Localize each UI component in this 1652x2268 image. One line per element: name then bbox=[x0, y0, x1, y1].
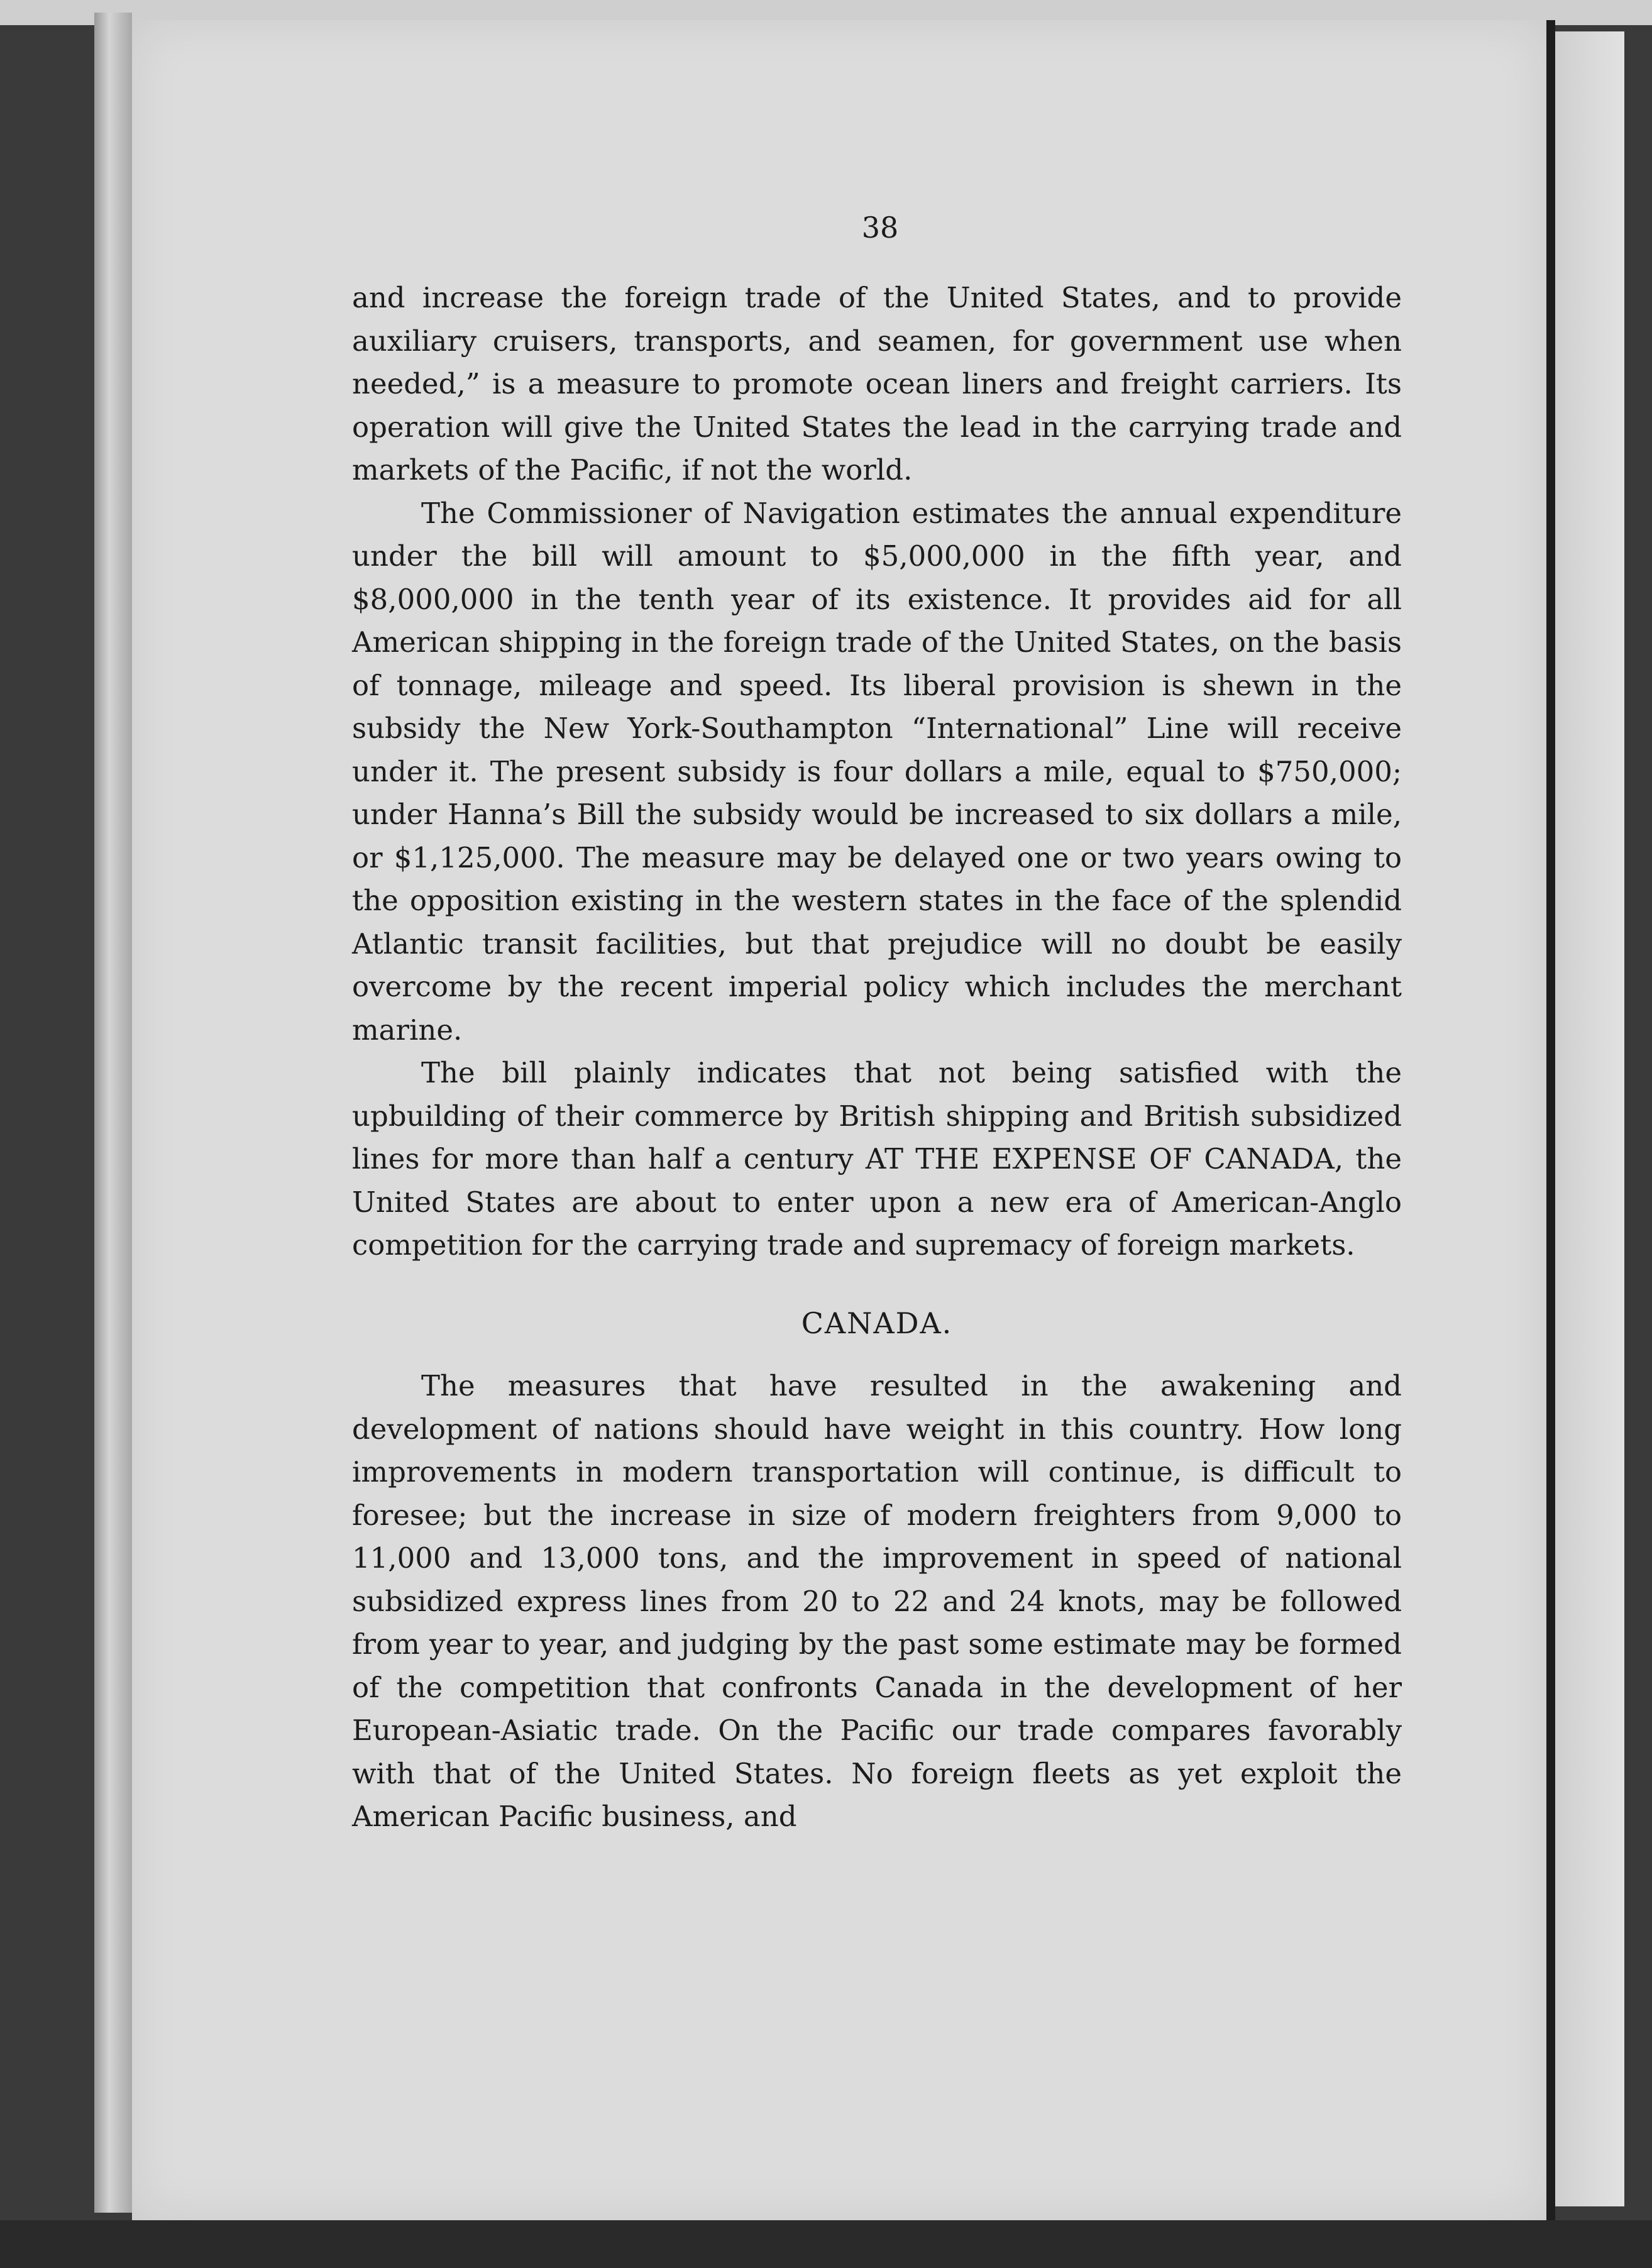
paragraph-continued: and increase the foreign trade of the United States, and to provide auxiliary cruisers, transports, and seamen, for government use when needed,” is a measure to promote ocean liners and freight carriers. Its operation will give the United States the lead in the carrying trade and markets of the Pacific, if not the world. bbox=[352, 281, 1402, 487]
paragraph-navigation-estimate: The Commissioner of Navigation estimates the annual expenditure under the bill will amount to $5,000,000 in the fifth year, and $8,000,000 in the tenth year of its existence. It provides aid for all American shipping in the foreign trade of the United States, on the basis of tonnage, mileage and speed. Its liberal provision is shewn in the subsidy the New York-Southampton “International” Line will receive under it. The present subsidy is four dollars a mile, equal to $750,000; under Hanna’s Bill the subsidy would be increased to six dollars a mile, or $1,125,000. The measure may be delayed one or two years owing to the opposition existing in the western states in the face of the splendid Atlantic transit facilities, but that prejudice will no doubt be easily overcome by the recent imperial policy which includes the merchant marine. bbox=[352, 496, 1402, 1047]
scan-bottom-band bbox=[0, 2220, 1652, 2268]
paragraph-canada: The measures that have resulted in the awakening and development of nations should have weight in this country. How long improvements in modern transportation will continue, is difficult to foresee; but the increase in size of modern freighters from 9,000 to 11,000 and 13,000 tons, and the improvement in speed of national subsidized express lines from 20 to 22 and 24 knots, may be followed from year to year, and judging by the past some estimate may be formed of the competition that confronts Canada in the development of her European-Asiatic trade. On the Pacific our trade compares favorably with that of the United States. No foreign fleets as yet exploit the American Pacific business, and bbox=[352, 1369, 1402, 1833]
page-body bbox=[352, 277, 1402, 1839]
page-stack-edge bbox=[94, 13, 132, 2213]
book-gutter bbox=[1546, 20, 1555, 2220]
facing-page-edge bbox=[1555, 31, 1624, 2206]
section-heading-canada: CANADA. bbox=[801, 1306, 953, 1340]
page-number: 38 bbox=[861, 211, 899, 245]
paragraph-bill-indicates: The bill plainly indicates that not being satisfied with the upbuilding of their commerce by British shipping and British subsidized lines for more than half a century AT THE EXPENSE OF CANADA, the United States are about to enter upon a new era of American-Anglo competition for the carrying trade and supremacy of foreign markets. bbox=[352, 1056, 1402, 1262]
